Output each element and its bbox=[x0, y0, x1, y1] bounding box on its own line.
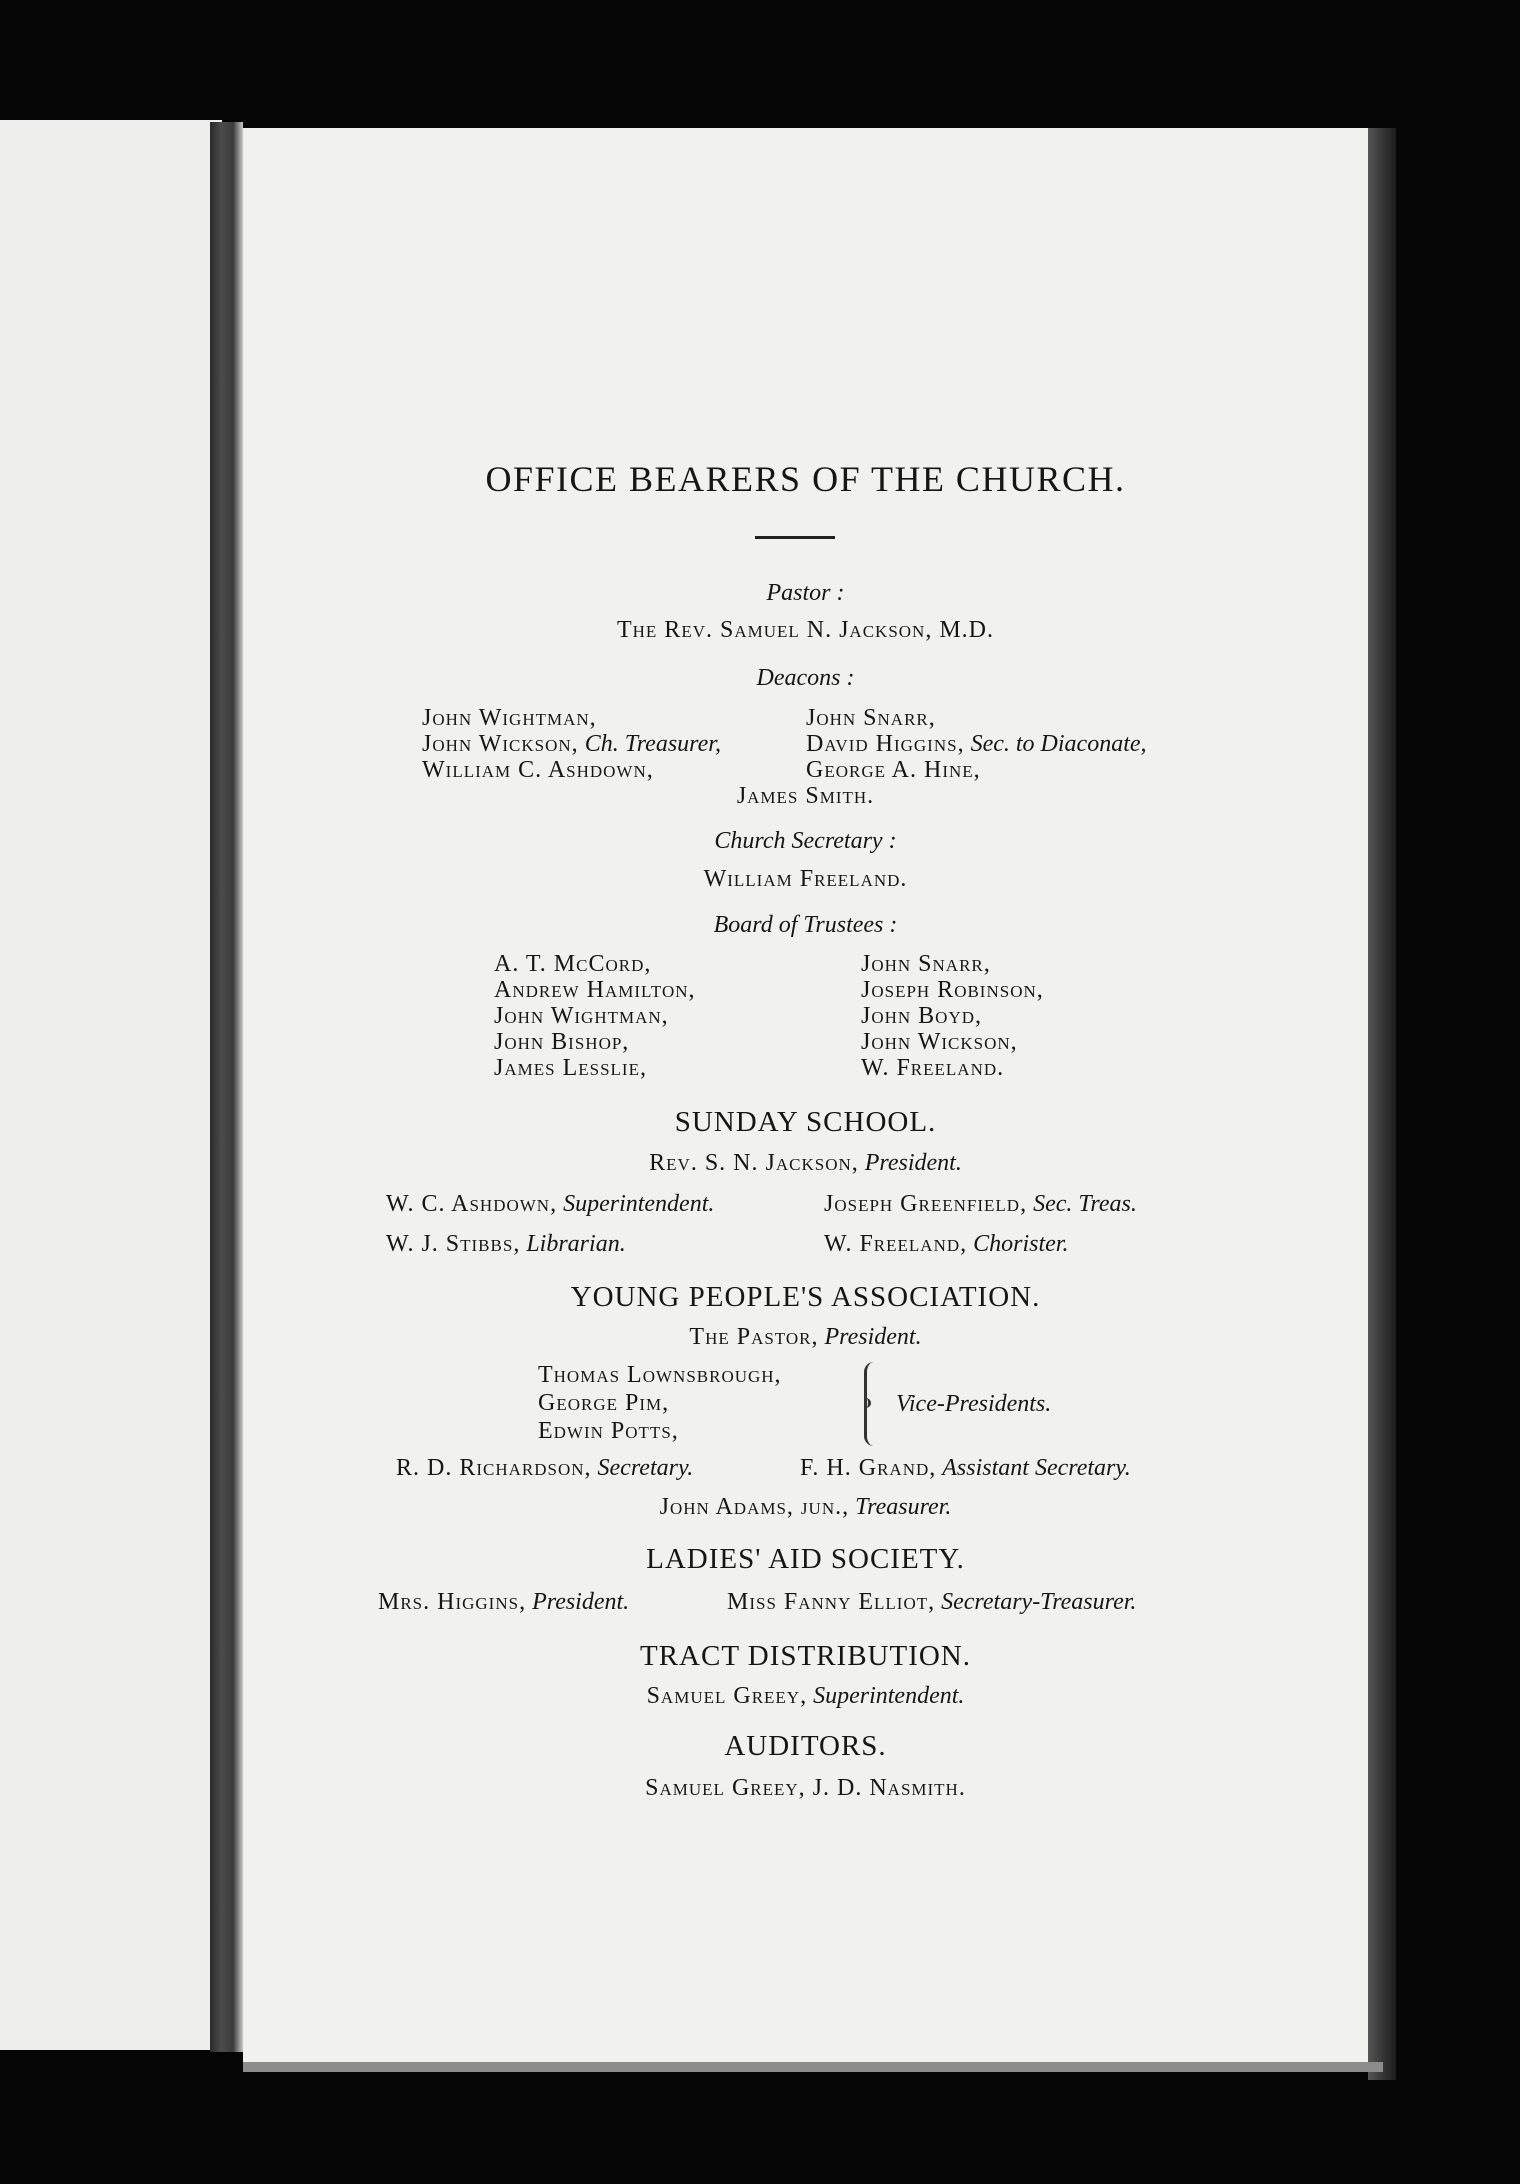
young-people-president: The Pastor, President. bbox=[689, 1324, 922, 1350]
trustee-name: James Lesslie, bbox=[494, 1055, 647, 1081]
vice-president-name: Thomas Lownsbrough, bbox=[538, 1362, 782, 1388]
sunday-school-superintendent: W. C. Ashdown, Superintendent. bbox=[386, 1191, 715, 1217]
brace-tip-icon bbox=[854, 1398, 871, 1408]
trustee-name: Joseph Robinson, bbox=[861, 977, 1044, 1003]
tract-heading: TRACT DISTRIBUTION. bbox=[639, 1640, 972, 1672]
church-secretary-label: Church Secretary : bbox=[714, 828, 897, 854]
auditors-names: Samuel Greey, J. D. Nasmith. bbox=[645, 1775, 966, 1801]
deacon-entry: William C. Ashdown, bbox=[422, 757, 654, 783]
sunday-school-sec-treas: Joseph Greenfield, Sec. Treas. bbox=[824, 1191, 1137, 1217]
page-edge bbox=[1368, 128, 1396, 2080]
trustee-name: Andrew Hamilton, bbox=[494, 977, 696, 1003]
auditors-heading: AUDITORS. bbox=[724, 1730, 887, 1762]
trustee-name: W. Freeland. bbox=[861, 1055, 1005, 1081]
page-bottom-edge bbox=[243, 2062, 1383, 2072]
deacon-entry: John Wickson, Ch. Treasurer, bbox=[422, 731, 721, 757]
young-people-assistant-secretary: F. H. Grand, Assistant Secretary. bbox=[800, 1455, 1131, 1481]
deacon-entry: David Higgins, Sec. to Diaconate, bbox=[806, 731, 1147, 757]
deacon-entry-last: James Smith. bbox=[736, 783, 875, 809]
trustee-name: John Boyd, bbox=[861, 1003, 983, 1029]
vice-president-name: George Pim, bbox=[538, 1390, 670, 1416]
tract-superintendent: Samuel Greey, Superintendent. bbox=[646, 1683, 965, 1709]
trustee-name: John Bishop, bbox=[494, 1029, 630, 1055]
deacon-entry: John Snarr, bbox=[806, 705, 936, 731]
trustee-name: John Wightman, bbox=[494, 1003, 669, 1029]
pastor-name: The Rev. Samuel N. Jackson, M.D. bbox=[616, 617, 995, 643]
sunday-school-chorister: W. Freeland, Chorister. bbox=[824, 1231, 1069, 1257]
ladies-aid-heading: LADIES' AID SOCIETY. bbox=[646, 1543, 965, 1575]
title-rule bbox=[755, 536, 835, 539]
deacon-entry: John Wightman, bbox=[422, 705, 597, 731]
sunday-school-president: Rev. S. N. Jackson, President. bbox=[649, 1150, 962, 1176]
sunday-school-librarian: W. J. Stibbs, Librarian. bbox=[386, 1231, 626, 1257]
young-people-treasurer: John Adams, jun., Treasurer. bbox=[659, 1494, 952, 1520]
facing-page bbox=[0, 120, 222, 2050]
church-secretary-name: William Freeland. bbox=[703, 866, 908, 892]
deacon-entry: George A. Hine, bbox=[806, 757, 981, 783]
trustees-label: Board of Trustees : bbox=[713, 912, 898, 938]
ladies-aid-president: Mrs. Higgins, President. bbox=[378, 1589, 630, 1615]
sunday-school-heading: SUNDAY SCHOOL. bbox=[674, 1106, 937, 1138]
deacons-label: Deacons : bbox=[756, 665, 855, 691]
trustee-name: A. T. McCord, bbox=[494, 951, 652, 977]
trustee-name: John Wickson, bbox=[861, 1029, 1018, 1055]
page-title: OFFICE BEARERS OF THE CHURCH. bbox=[485, 459, 1126, 499]
pastor-label: Pastor : bbox=[766, 580, 845, 606]
young-people-secretary: R. D. Richardson, Secretary. bbox=[396, 1455, 694, 1481]
young-people-heading: YOUNG PEOPLE'S ASSOCIATION. bbox=[570, 1281, 1041, 1313]
vice-presidents-label: Vice-Presidents. bbox=[896, 1391, 1052, 1417]
book-spine bbox=[210, 122, 243, 2052]
trustee-name: John Snarr, bbox=[861, 951, 991, 977]
vice-president-name: Edwin Potts, bbox=[538, 1418, 679, 1444]
ladies-aid-secretary-treasurer: Miss Fanny Elliot, Secretary-Treasurer. bbox=[727, 1589, 1137, 1615]
